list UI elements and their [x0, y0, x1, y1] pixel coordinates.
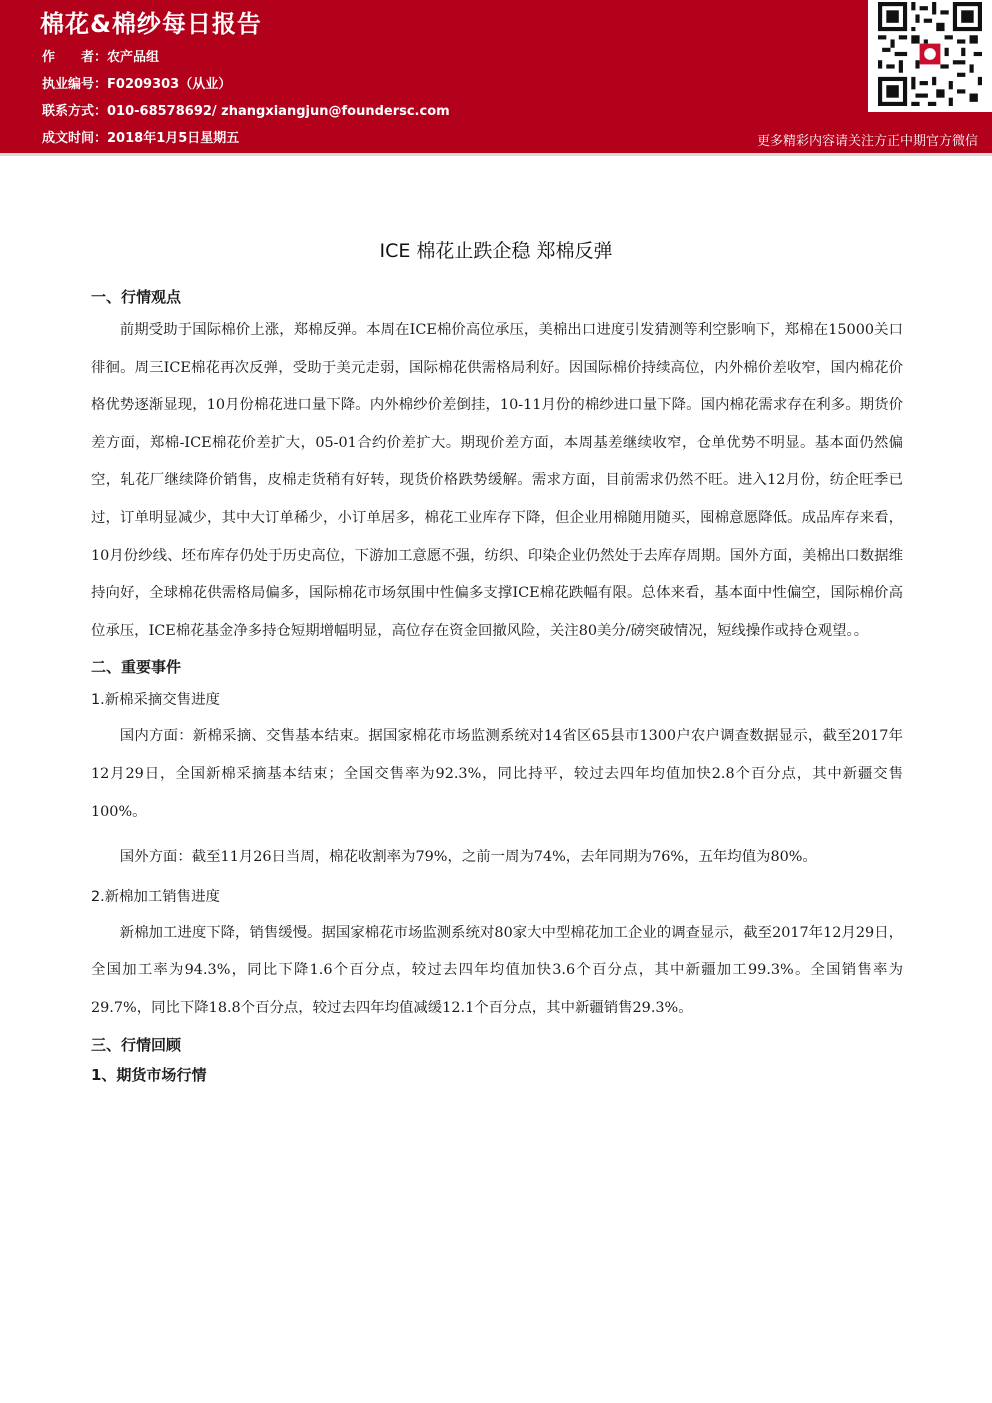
paragraph-market-view: 前期受助于国际棉价上涨，郑棉反弹。本周在ICE棉价高位承压，美棉出口进度引发猜测等利空影响下，郑棉在15000关口徘徊。周三ICE棉花再次反弹，受助于美元走弱，国际棉花供需格局利好。因国际棉价持续高位，内外棉价差收窄，国内棉花价格优势逐渐显现，10月份棉花进口量下降。内外棉纱价差倒挂，10-11月份的棉纱进口量下降。国内棉花需求存在利多。期货价差方面，郑棉-ICE棉花价差扩大，05-01合约价差扩大。期现价差方面，本周基差继续收窄，仓单优势不明显。基本面仍然偏空，轧花厂继续降价销售，皮棉走货稍有好转，现货价格跌势缓解。需求方面，目前需求仍然不旺。进入12月份，纺企旺季已过，订单明显减少，其中大订单稀少，小订单居多，棉花工业库存下降，但企业用棉随用随买，囤棉意愿降低。成品库存来看，10月份纱线、坯布库存仍处于历史高位，下游加工意愿不强，纺织、印染企业仍然处于去库存周期。国外方面，美棉出口数据维持向好，全球棉花供需格局偏多，国际棉花市场氛围中性偏多支撑ICE棉花跌幅有限。总体来看，基本面中性偏空，国际棉价高位承压，ICE棉花基金净多持仓短期增幅明显，高位存在资金回撤风险，关注80美分/磅突破情况，短线操作或持仓观望。。	[91, 322, 903, 639]
meta-contact-value[interactable]: 010-68578692/ zhangxiangjun@foundersc.com	[107, 104, 450, 119]
meta-author-label: 作 者：	[42, 50, 108, 65]
subsection-heading-processing-progress: 2.新棉加工销售进度	[91, 888, 220, 905]
document-title: ICE 棉花止跌企稳 郑棉反弹	[379, 240, 613, 262]
meta-author-value: 农产品组	[107, 50, 160, 65]
document-body	[91, 282, 903, 1090]
meta-license-value: F0209303（从业）	[107, 77, 232, 92]
report-title: 棉花&棉纱每日报告	[40, 10, 262, 38]
meta-author	[42, 46, 159, 65]
qr-code-icon	[878, 2, 982, 106]
section-heading-market-review: 三、行情回顾	[91, 1035, 182, 1054]
paragraph-foreign-harvest: 国外方面：截至11月26日当周，棉花收割率为79%，之前一周为74%，去年同期为76%，五年均值为80%。	[119, 849, 817, 866]
meta-license-label: 执业编号：	[42, 77, 108, 92]
meta-date	[42, 127, 239, 146]
meta-date-label: 成文时间：	[42, 131, 108, 146]
meta-date-value: 2018年1月5日星期五	[107, 131, 240, 146]
subsection-heading-futures-market: 1、期货市场行情	[91, 1065, 207, 1084]
header-divider	[0, 153, 992, 156]
section-heading-market-view: 一、行情观点	[91, 288, 182, 306]
subsection-heading-picking-progress: 1.新棉采摘交售进度	[91, 692, 220, 709]
meta-license	[42, 73, 231, 92]
meta-contact-label: 联系方式：	[42, 104, 108, 119]
section-heading-key-events: 二、重要事件	[91, 658, 182, 677]
meta-contact	[42, 100, 450, 119]
paragraph-domestic-picking: 国内方面：新棉采摘、交售基本结束。据国家棉花市场监测系统对14省区65县市1300户农户调查数据显示，截至2017年12月29日，全国新棉采摘基本结束；全国交售率为92.3%，同比持平，较过去四年均值加快2.8个百分点，其中新疆交售100%。	[91, 728, 903, 820]
report-header	[0, 0, 992, 153]
follow-wechat-text: 更多精彩内容请关注方正中期官方微信	[756, 134, 978, 149]
paragraph-processing: 新棉加工进度下降，销售缓慢。据国家棉花市场监测系统对80家大中型棉花加工企业的调查显示，截至2017年12月29日，全国加工率为94.3%，同比下降1.6个百分点，较过去四年均值加快3.6个百分点，其中新疆加工99.3%。全国销售率为29.7%，同比下降18.8个百分点，较过去四年均值减缓12.1个百分点，其中新疆销售29.3%。	[91, 924, 903, 1016]
qr-code-panel	[868, 0, 992, 112]
